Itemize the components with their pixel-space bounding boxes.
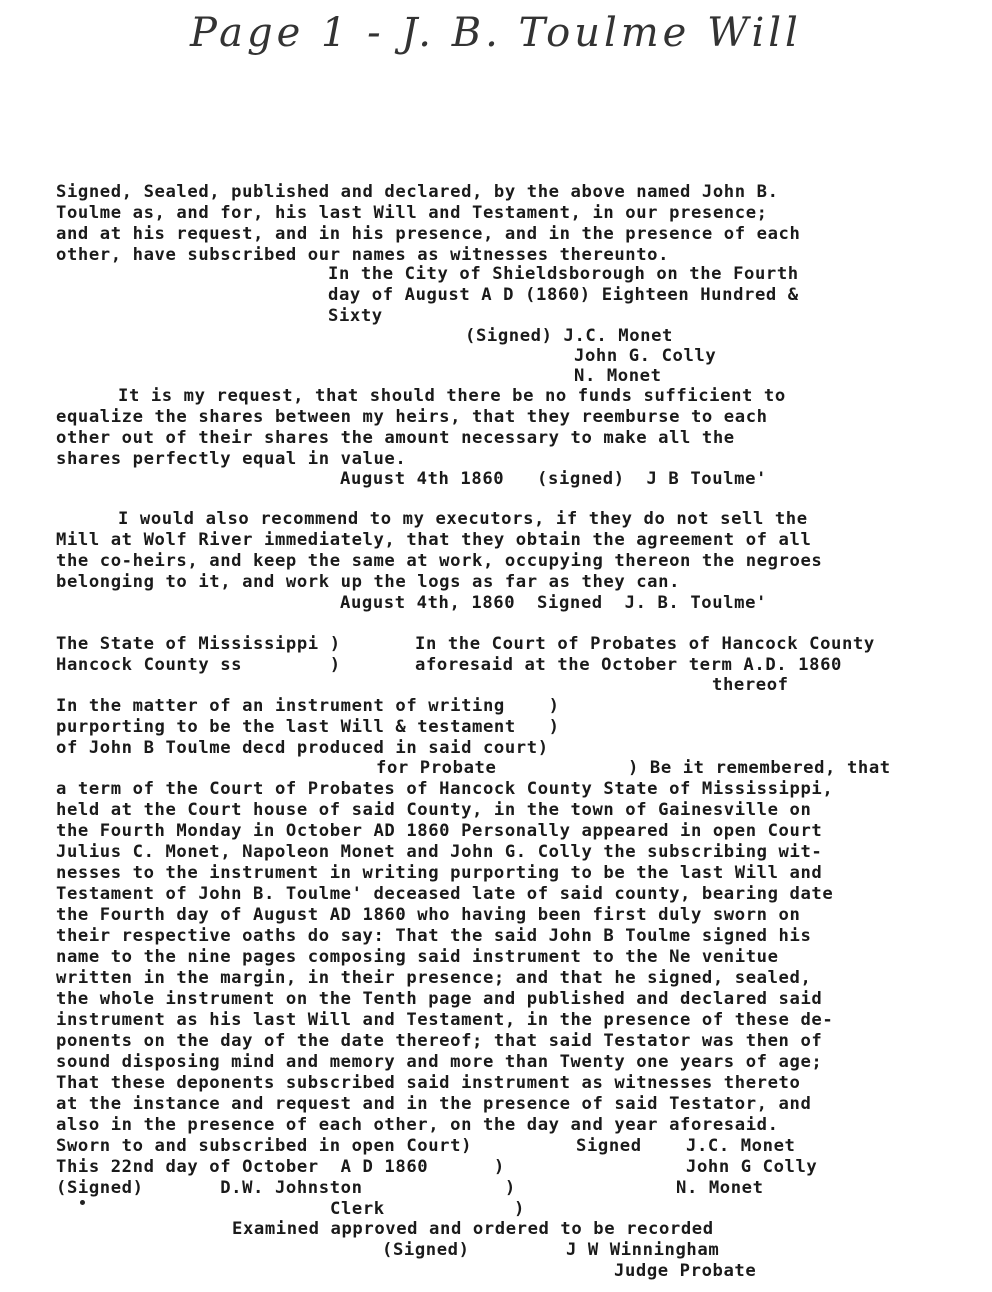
document-line: Clerk <box>330 1199 385 1219</box>
document-line: Hancock County ss ) <box>56 655 341 675</box>
document-line: sound disposing mind and memory and more than Twenty one years of age; <box>56 1052 823 1072</box>
document-line: the co-heirs, and keep the same at work, occupying thereon the negroes <box>56 551 823 571</box>
document-line: other out of their shares the amount necessary to make all the <box>56 428 735 448</box>
document-line: This 22nd day of October A D 1860 ) <box>56 1157 505 1177</box>
document-line: N. Monet <box>574 366 662 386</box>
document-line: Signed <box>576 1136 642 1156</box>
document-line: Sixty <box>328 306 383 326</box>
document-line: Mill at Wolf River immediately, that they obtain the agreement of all <box>56 530 812 550</box>
document-line: written in the margin, in their presence; and that he signed, sealed, <box>56 968 812 988</box>
document-line: at the instance and request and in the presence of said Testator, and <box>56 1094 812 1114</box>
document-line: That these deponents subscribed said instrument as witnesses thereto <box>56 1073 801 1093</box>
document-line: the Fourth day of August AD 1860 who having been first duly sworn on <box>56 905 801 925</box>
document-line: J.C. Monet <box>686 1136 796 1156</box>
document-line: In the Court of Probates of Hancock County <box>415 634 875 654</box>
document-line: instrument as his last Will and Testament, in the presence of these de- <box>56 1010 834 1030</box>
document-line: N. Monet <box>676 1178 764 1198</box>
document-line: purporting to be the last Will & testament ) <box>56 717 560 737</box>
document-line: held at the Court house of said County, in the town of Gainesville on <box>56 800 812 820</box>
document-line: (Signed) J.C. Monet <box>465 326 674 346</box>
handwritten-header: Page 1 - J. B. Toulme Will <box>190 10 802 56</box>
document-line: for Probate <box>376 758 497 778</box>
document-line: their respective oaths do say: That the said John B Toulme signed his <box>56 926 812 946</box>
document-line: the whole instrument on the Tenth page and published and declared said <box>56 989 823 1009</box>
bullet-dot <box>80 1200 85 1205</box>
document-line: thereof <box>712 675 789 695</box>
document-line: ponents on the day of the date thereof; that said Testator was then of <box>56 1031 823 1051</box>
document-line: John G. Colly <box>574 346 717 366</box>
document-line: belonging to it, and work up the logs as far as they can. <box>56 572 681 592</box>
document-line: August 4th 1860 (signed) J B Toulme' <box>340 469 767 489</box>
document-line: of John B Toulme decd produced in said court) <box>56 738 549 758</box>
document-line: shares perfectly equal in value. <box>56 449 407 469</box>
document-line: Testament of John B. Toulme' deceased late of said county, bearing date <box>56 884 834 904</box>
document-line: Sworn to and subscribed in open Court) <box>56 1136 473 1156</box>
document-line: also in the presence of each other, on the day and year aforesaid. <box>56 1115 779 1135</box>
document-line: Toulme as, and for, his last Will and Testament, in our presence; <box>56 203 768 223</box>
document-line: (Signed) <box>382 1240 470 1260</box>
document-line: other, have subscribed our names as witnesses thereunto. <box>56 245 670 265</box>
document-line: The State of Mississippi ) <box>56 634 341 654</box>
document-line: nesses to the instrument in writing purporting to be the last Will and <box>56 863 823 883</box>
document-line: day of August A D (1860) Eighteen Hundred & <box>328 285 799 305</box>
document-line: In the matter of an instrument of writing ) <box>56 696 560 716</box>
document-line: aforesaid at the October term A.D. 1860 <box>415 655 842 675</box>
document-line: the Fourth Monday in October AD 1860 Personally appeared in open Court <box>56 821 823 841</box>
document-line: Judge Probate <box>614 1261 757 1281</box>
document-line: J W Winningham <box>566 1240 720 1260</box>
document-line: Signed, Sealed, published and declared, by the above named John B. <box>56 182 779 202</box>
document-line: and at his request, and in his presence, and in the presence of each <box>56 224 801 244</box>
document-line: John G Colly <box>686 1157 818 1177</box>
document-line: In the City of Shieldsborough on the Fourth <box>328 264 799 284</box>
document-line: ) Be it remembered, that <box>628 758 891 778</box>
document-line: ) <box>514 1199 525 1219</box>
document-line: Examined approved and ordered to be recorded <box>232 1219 714 1239</box>
document-line: name to the nine pages composing said instrument to the Ne venitue <box>56 947 779 967</box>
document-line: (Signed) D.W. Johnston ) <box>56 1178 516 1198</box>
document-line: It is my request, that should there be no funds sufficient to <box>118 386 786 406</box>
document-line: Julius C. Monet, Napoleon Monet and John G. Colly the subscribing wit- <box>56 842 823 862</box>
document-line: August 4th, 1860 Signed J. B. Toulme' <box>340 593 767 613</box>
document-line: I would also recommend to my executors, if they do not sell the <box>118 509 808 529</box>
document-line: equalize the shares between my heirs, that they reemburse to each <box>56 407 768 427</box>
document-line: a term of the Court of Probates of Hancock County State of Mississippi, <box>56 779 834 799</box>
